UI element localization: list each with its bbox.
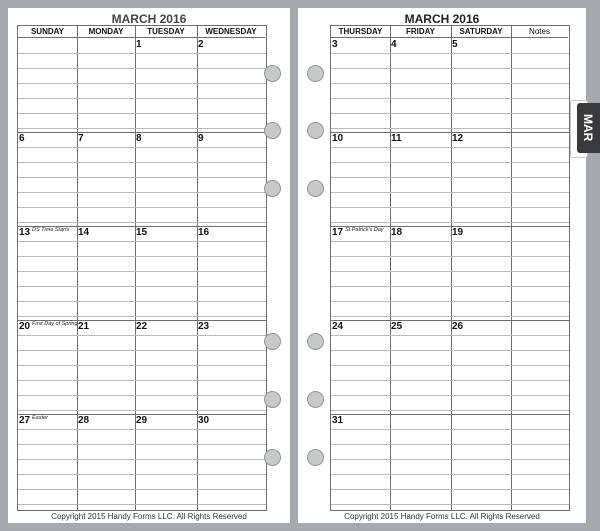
day-number: 26 [452,321,464,332]
writing-line [18,444,266,445]
binder-hole [264,333,281,350]
binder-hole [307,391,324,408]
writing-line [331,192,569,193]
left-copyright: Copyright 2015 Handy Forms LLC. All Rights Reserved [51,512,247,521]
writing-line [18,301,266,302]
day-number: 25 [391,321,403,332]
column-header-notes: Notes [511,26,568,38]
writing-line [18,192,266,193]
writing-line [331,222,569,223]
writing-line [331,350,569,351]
writing-line [18,335,266,336]
week-divider [331,414,569,415]
writing-line [331,380,569,381]
day-number: 20 [19,321,31,332]
writing-line [18,162,266,163]
writing-line [331,335,569,336]
writing-line [331,256,569,257]
left-page [8,8,290,523]
day-number: 8 [136,133,142,144]
writing-line [331,162,569,163]
writing-line [331,474,569,475]
day-event-label: DS Time Starts [32,227,70,233]
day-event-label: Easter [32,415,48,421]
day-number: 24 [332,321,344,332]
column-header-saturday: SATURDAY [451,26,511,38]
writing-line [18,429,266,430]
day-number: 7 [78,133,84,144]
day-number: 11 [391,133,402,144]
writing-line [18,286,266,287]
week-divider [331,320,569,321]
writing-line [331,410,569,411]
writing-line [331,241,569,242]
day-number: 28 [78,415,90,426]
writing-line [331,207,569,208]
right-page-title: MARCH 2016 [404,12,480,26]
day-number: 10 [332,133,344,144]
column-header-friday: FRIDAY [390,26,451,38]
binder-hole [264,65,281,82]
day-number: 18 [391,227,403,238]
writing-line [331,177,569,178]
writing-line [18,177,266,178]
column-header-thursday: THURSDAY [331,26,390,38]
day-event-label: St Patrick's Day [345,227,384,233]
writing-line [331,113,569,114]
writing-line [18,459,266,460]
writing-line [18,489,266,490]
day-number: 16 [198,227,210,238]
writing-line [18,380,266,381]
writing-line [18,365,266,366]
binder-hole [307,122,324,139]
writing-line [331,395,569,396]
day-number: 5 [452,39,458,50]
writing-line [331,489,569,490]
writing-line [18,474,266,475]
writing-line [18,147,266,148]
day-number: 1 [136,39,142,50]
week-divider [331,132,569,133]
day-number: 15 [136,227,148,238]
day-number: 9 [198,133,204,144]
day-number: 21 [78,321,90,332]
week-divider [18,132,266,133]
writing-line [18,350,266,351]
writing-line [18,98,266,99]
day-number: 31 [332,415,344,426]
writing-line [331,53,569,54]
writing-line [18,207,266,208]
day-number: 2 [198,39,204,50]
day-number: 13 [19,227,31,238]
day-number: 23 [198,321,210,332]
day-number: 27 [19,415,31,426]
day-number: 29 [136,415,148,426]
writing-line [18,241,266,242]
column-header-sunday: SUNDAY [18,26,77,38]
writing-line [331,316,569,317]
writing-line [18,128,266,129]
writing-line [18,83,266,84]
binder-hole [264,391,281,408]
writing-line [18,53,266,54]
day-number: 4 [391,39,397,50]
writing-line [18,271,266,272]
day-number: 6 [19,133,25,144]
writing-line [331,68,569,69]
writing-line [331,83,569,84]
writing-line [18,410,266,411]
day-number: 17 [332,227,344,238]
column-header-wednesday: WEDNESDAY [197,26,265,38]
writing-line [18,504,266,505]
writing-line [331,444,569,445]
left-calendar-grid [17,25,267,511]
writing-line [331,504,569,505]
column-header-monday: MONDAY [77,26,135,38]
binder-hole [307,65,324,82]
writing-line [331,429,569,430]
writing-line [331,128,569,129]
writing-line [331,301,569,302]
day-event-label: First Day of Spring [32,321,78,327]
binder-hole [264,122,281,139]
writing-line [18,256,266,257]
day-number: 3 [332,39,338,50]
day-number: 14 [78,227,90,238]
column-header-tuesday: TUESDAY [135,26,197,38]
binder-hole [307,180,324,197]
right-copyright: Copyright 2015 Handy Forms LLC. All Rights Reserved [344,512,540,521]
writing-line [331,286,569,287]
writing-line [18,316,266,317]
writing-line [331,98,569,99]
writing-line [18,113,266,114]
binder-hole [264,180,281,197]
binder-hole [264,449,281,466]
writing-line [331,365,569,366]
day-number: 22 [136,321,148,332]
right-calendar-grid [330,25,570,511]
day-number: 30 [198,415,210,426]
left-page-title: MARCH 2016 [111,12,187,26]
writing-line [18,222,266,223]
day-number: 19 [452,227,464,238]
day-number: 12 [452,133,464,144]
writing-line [18,395,266,396]
binder-hole [307,333,324,350]
writing-line [18,68,266,69]
writing-line [331,147,569,148]
month-tab-label: MAR [581,114,595,142]
writing-line [331,459,569,460]
writing-line [331,271,569,272]
binder-hole [307,449,324,466]
right-page [298,8,586,523]
